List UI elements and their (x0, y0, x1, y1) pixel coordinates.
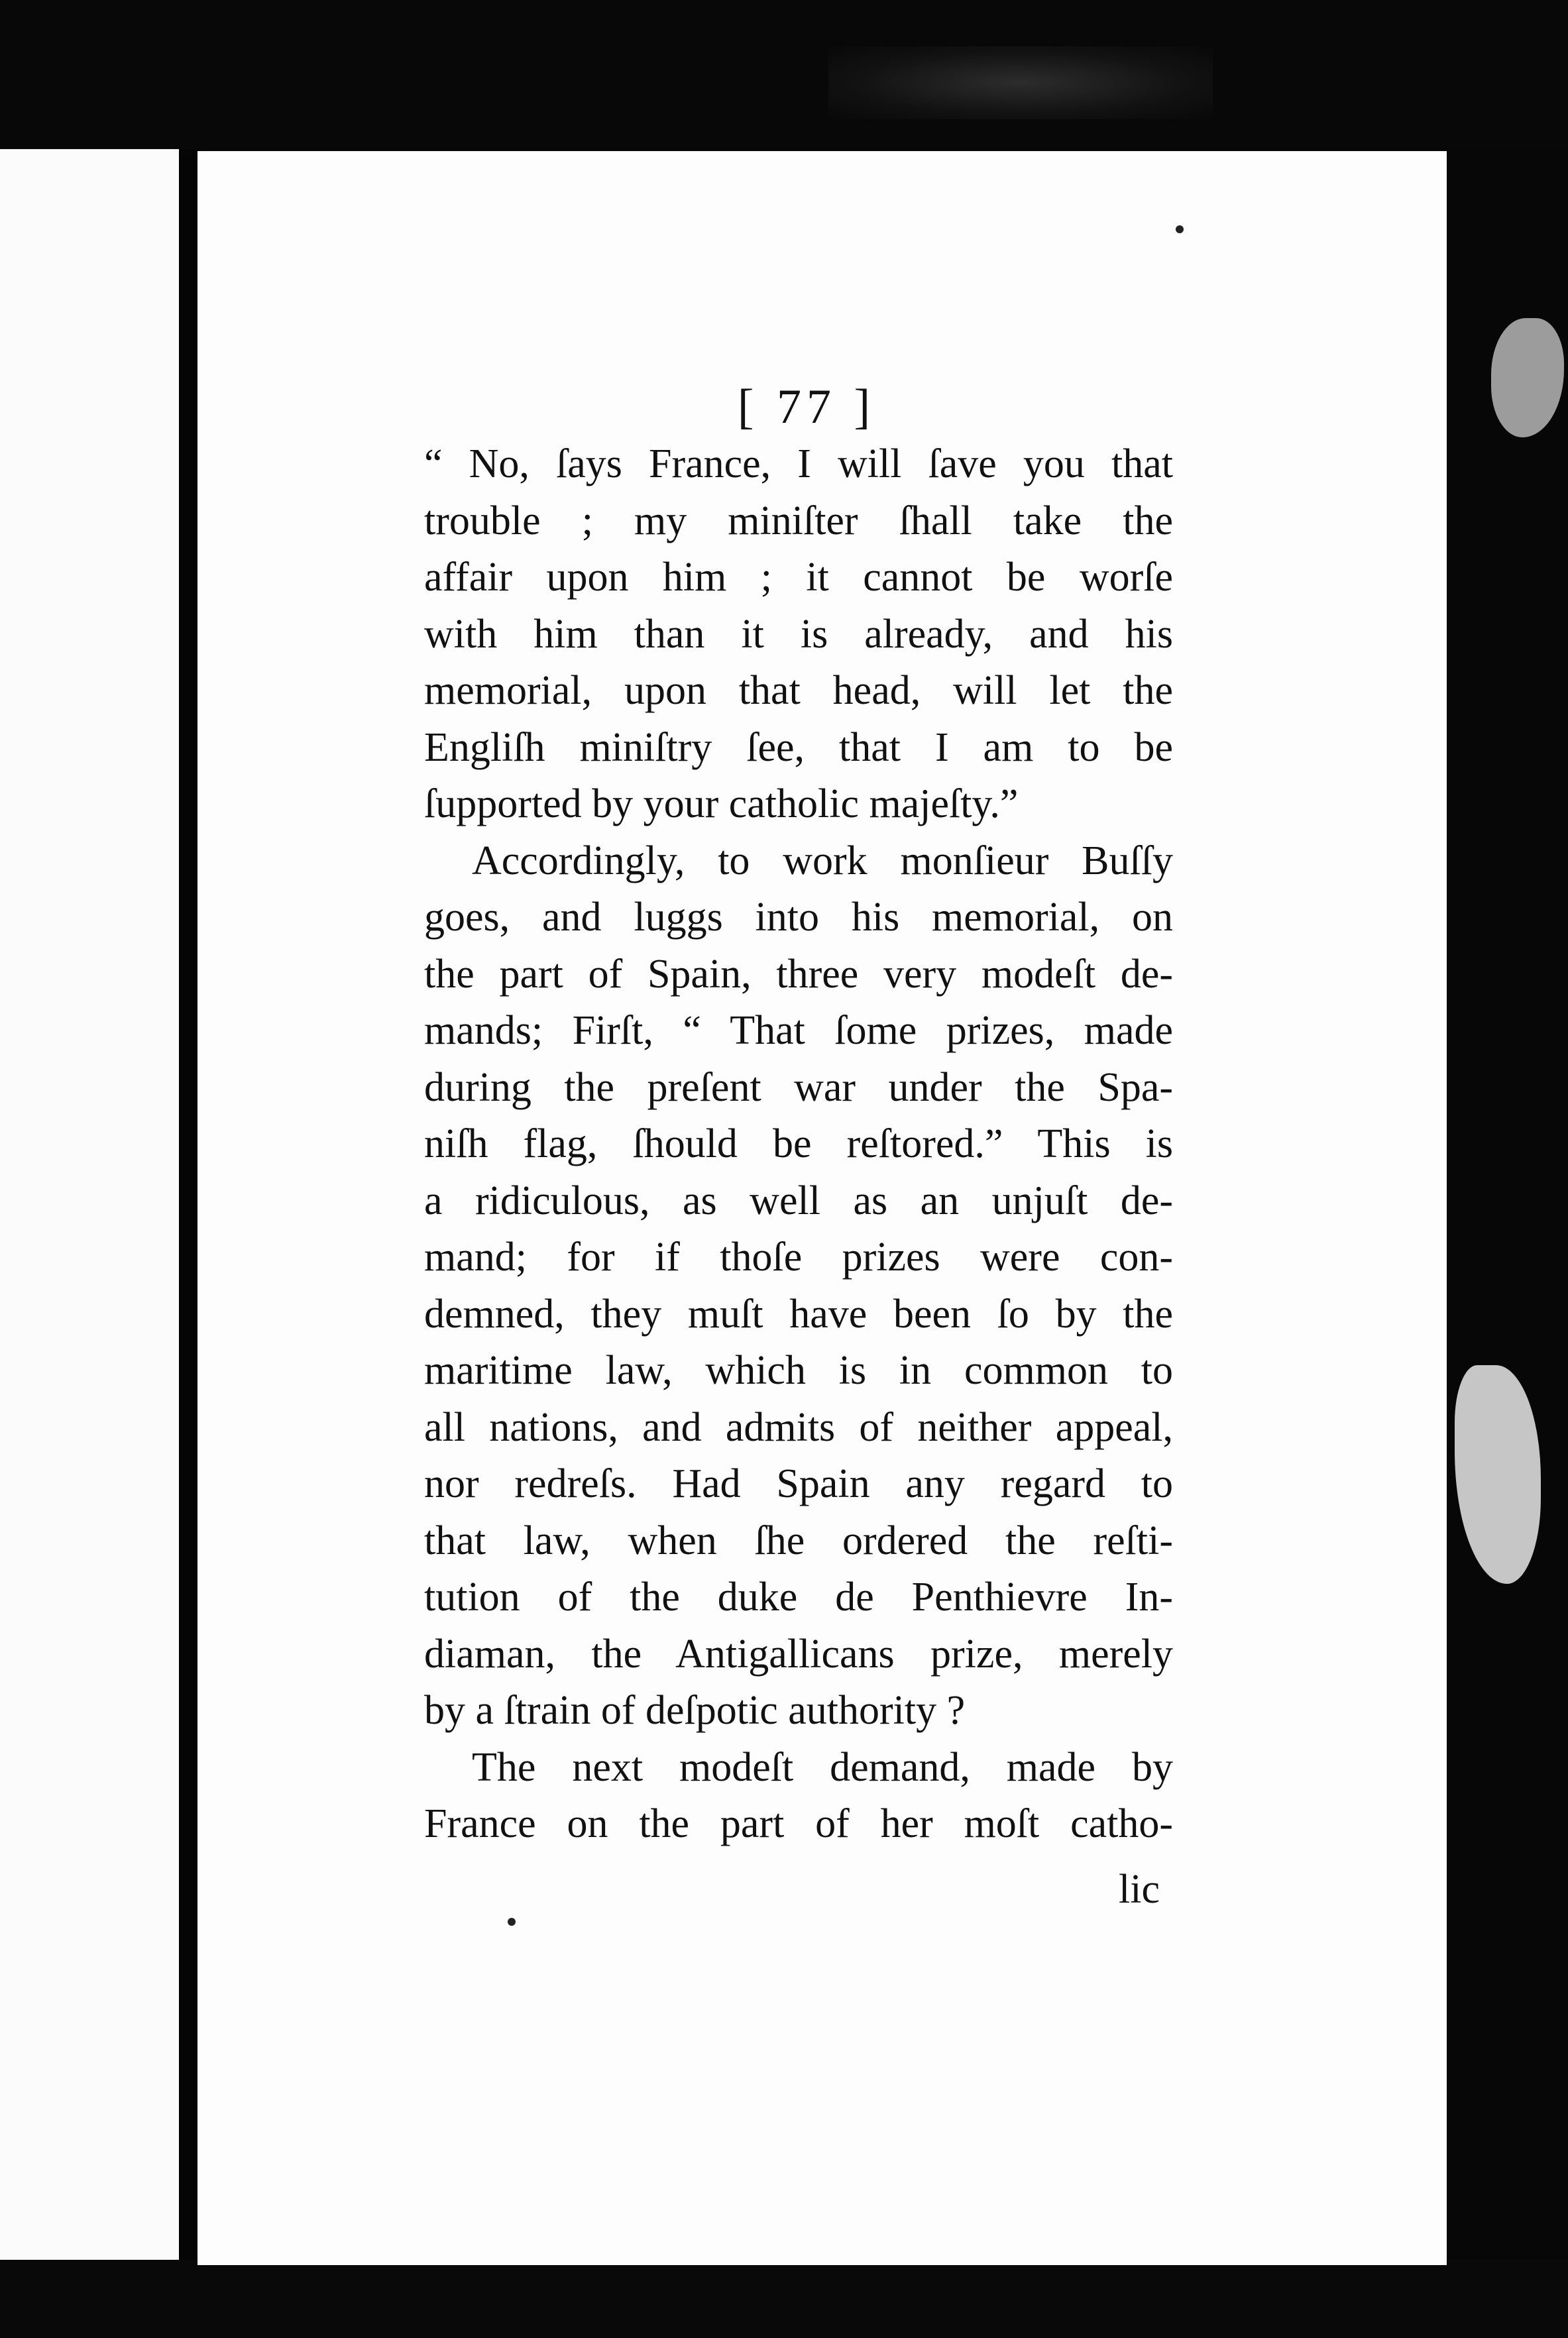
ink-speck (508, 1918, 516, 1926)
text-line: mand; for if thoſe prizes were con- (424, 1235, 1173, 1280)
text-line: The next modeſt demand, made by (472, 1744, 1173, 1790)
text-line: diaman, the Antigallicans prize, merely (424, 1631, 1173, 1677)
text-line: memorial, upon that head, will let the (424, 668, 1173, 713)
text-line: France on the part of her moſt catho- (424, 1801, 1173, 1846)
text-line: mands; Firſt, “ That ſome prizes, made (424, 1008, 1173, 1053)
text-line: that law, when ſhe ordered the reſti- (424, 1518, 1173, 1563)
text-line: Accordingly, to work monſieur Buſſy (472, 838, 1173, 883)
text-line: affair upon him ; it cannot be worſe (424, 555, 1173, 600)
text-line: maritime law, which is in common to (424, 1348, 1173, 1393)
text-line: demned, they muſt have been ſo by the (424, 1291, 1173, 1337)
facing-page-edge (0, 149, 179, 2263)
text-line: trouble ; my miniſter ſhall take the (424, 498, 1173, 543)
text-line: goes, and luggs into his memorial, on (424, 895, 1173, 940)
body-text (424, 436, 1173, 1853)
scan-cover-texture (828, 46, 1213, 119)
page-text (424, 378, 1173, 1913)
text-line: nor redreſs. Had Spain any regard to (424, 1461, 1173, 1506)
paragraph (424, 436, 1173, 833)
text-line: Engliſh miniſtry ſee, that I am to be (424, 724, 1173, 770)
text-line: all nations, and admits of neither appeal, (424, 1404, 1173, 1450)
text-line: a ridiculous, as well as an unjuſt de- (424, 1178, 1173, 1223)
scan-background-right (1447, 151, 1568, 2265)
text-line: “ No, ſays France, I will ſave you that (424, 441, 1173, 486)
text-line: by a ſtrain of deſpotic authority ? (424, 1688, 966, 1733)
paragraph (424, 833, 1173, 1740)
text-line: tution of the duke de Penthievre In- (424, 1575, 1173, 1620)
text-line: with him than it is already, and his (424, 611, 1173, 657)
text-line: during the preſent war under the Spa- (424, 1064, 1173, 1110)
page-number: [ 77 ] (737, 380, 876, 434)
catchword: lic (1119, 1866, 1160, 1912)
ink-speck (1176, 225, 1184, 233)
scan-background-top (0, 0, 1568, 152)
paragraph (424, 1740, 1173, 1853)
text-line: the part of Spain, three very modeſt de- (424, 951, 1173, 997)
text-line: niſh flag, ſhould be reſtored.” This is (424, 1121, 1173, 1166)
binding-gutter (179, 149, 199, 2263)
text-line: ſupported by your catholic majeſty.” (424, 781, 1019, 826)
scan-background-bottom (0, 2260, 1568, 2338)
